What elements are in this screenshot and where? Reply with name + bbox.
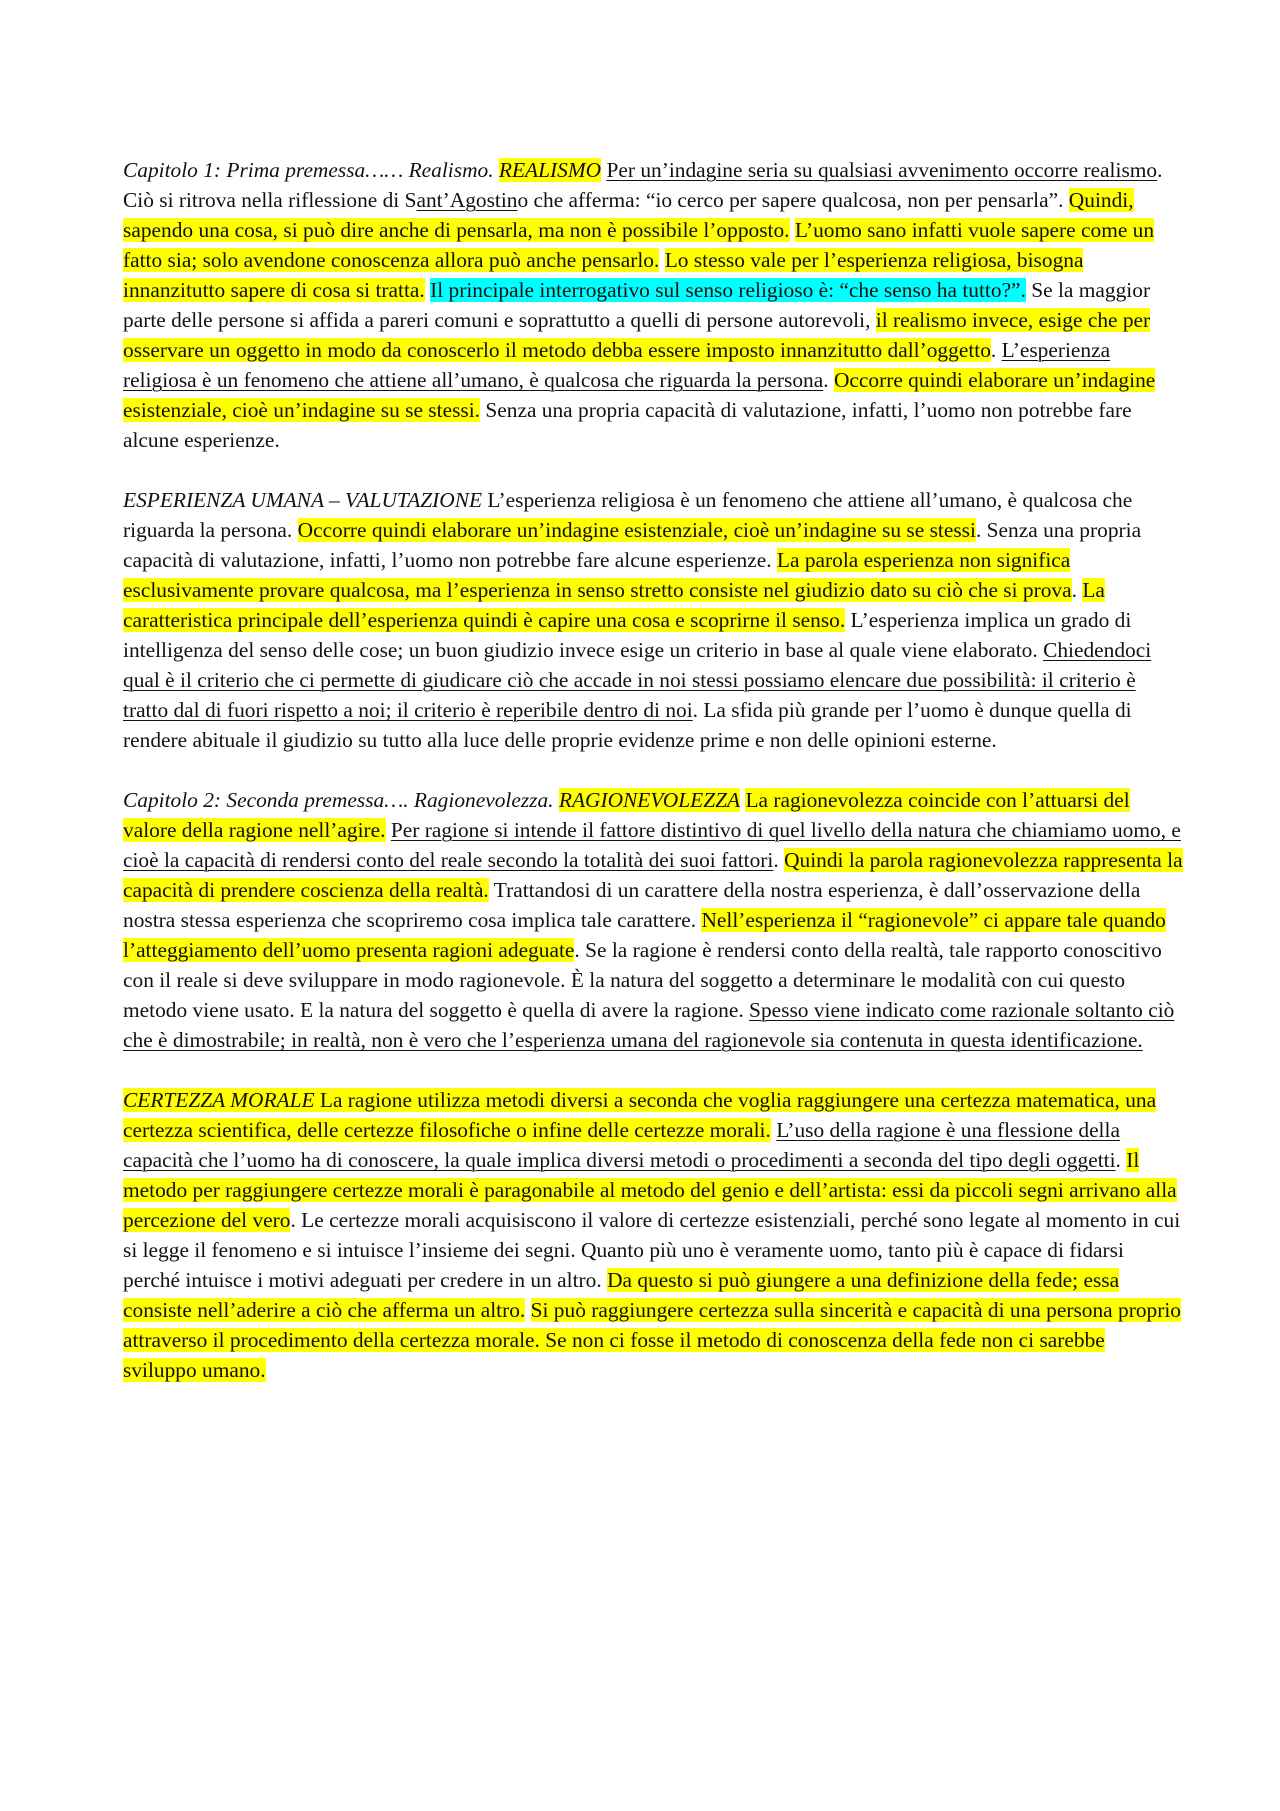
highlighted-text: Occorre quindi elaborare un’indagine esistenziale, cioè un’indagine su se stessi	[297, 518, 976, 542]
highlighted-text: Nell’esperienza il “ragionevole” ci appare tale quando l’atteggiamento dell’uomo presenta ragioni adeguate	[123, 908, 1166, 962]
underlined-text: Per un’indagine seria su qualsiasi avvenimento occorre realismo	[606, 158, 1158, 182]
paragraph-esperienza-umana	[123, 485, 1183, 755]
document-page	[123, 155, 1183, 1415]
text-segment	[659, 248, 664, 272]
underlined-text: Chiedendoci qual è il criterio che ci permette di giudicare ciò che accade in noi stessi possiamo elencare due possibilità: il criterio è tratto dal di fuori rispetto a noi; il criterio è reperibile dentro di noi	[123, 638, 1152, 722]
text-segment: .	[1071, 578, 1083, 602]
underlined-text: L’esperienza religiosa è un fenomeno che attiene all’umano, è qualcosa che riguarda la persona	[123, 338, 1111, 392]
text-segment: o che afferma: “io cerco per sapere qualcosa, non per pensarla”.	[517, 188, 1069, 212]
text-segment: .	[990, 338, 1002, 362]
highlighted-text: La caratteristica principale dell’esperienza quindi è capire una cosa e scoprirne il senso.	[123, 578, 1105, 632]
text-segment: Trattandosi di un carattere della nostra esperienza, è dall’osservazione della nostra stessa esperienza che scopriremo cosa implica tale carattere.	[123, 878, 1141, 932]
highlighted-text: Quindi, sapendo una cosa, si può dire anche di pensarla, ma non è possibile l’opposto.	[123, 188, 1134, 242]
text-segment: . Le certezze morali acquisiscono il valore di certezze esistenziali, perché sono legate al momento in cui si legge il fenomeno e si intuisce l’insieme dei segni. Quanto più uno è veramente uomo, tanto più è capace di fidarsi perché intuisce i motivi adeguati per credere in un altro.	[123, 1208, 1181, 1292]
heading-text: ESPERIENZA UMANA – VALUTAZIONE	[123, 488, 483, 512]
highlighted-text: REALISMO	[498, 158, 602, 182]
highlighted-text: La ragionevolezza coincide con l’attuarsi del valore della ragione nell’agire.	[123, 788, 1130, 842]
text-segment: L’esperienza religiosa è un fenomeno che attiene all’umano, è qualcosa che riguarda la persona.	[123, 488, 1133, 542]
highlighted-text: Lo stesso vale per l’esperienza religiosa, bisogna innanzitutto sapere di cosa si tratta.	[123, 248, 1084, 302]
paragraph-realismo	[123, 155, 1183, 455]
text-segment: . La sfida più grande per l’uomo è dunque quella di rendere abituale il giudizio su tutto alla luce delle proprie evidenze prime e non delle opinioni esterne.	[123, 698, 1132, 752]
highlighted-text: Quindi la parola ragionevolezza rappresenta la capacità di prendere coscienza della realtà.	[123, 848, 1183, 902]
underlined-text: L’uso della ragione è una flessione della capacità che l’uomo ha di conoscere, la quale implica diversi metodi o procedimenti a seconda del tipo degli oggetti	[123, 1118, 1120, 1172]
highlighted-text: Si può raggiungere certezza sulla sincerità e capacità di una persona proprio attraverso il procedimento della certezza morale. Se non ci fosse il metodo di conoscenza della fede non ci sarebbe sviluppo umano.	[123, 1298, 1181, 1382]
highlighted-text: La ragione utilizza metodi diversi a seconda che voglia raggiungere una certezza matematica, una certezza scientifica, delle certezze filosofiche o infine delle certezze morali.	[123, 1088, 1157, 1142]
highlighted-text: Da questo si può giungere a una definizione della fede; essa consiste nell’aderire a ciò che afferma un altro.	[123, 1268, 1120, 1322]
paragraph-ragionevolezza	[123, 785, 1183, 1055]
text-segment: . Ciò si ritrova nella riflessione di S	[123, 158, 1163, 212]
highlighted-text: L’uomo sano infatti vuole sapere come un fatto sia; solo avendone conoscenza allora può anche pensarlo.	[123, 218, 1155, 272]
text-segment: .	[773, 848, 785, 872]
heading-text: Capitolo 1: Prima premessa…… Realismo.	[123, 158, 499, 182]
text-segment: .	[1115, 1148, 1127, 1172]
text-segment: Se la maggior parte delle persone si affida a pareri comuni e soprattutto a quelli di persone autorevoli,	[123, 278, 1151, 332]
text-segment	[525, 1298, 530, 1322]
underlined-text: Spesso viene indicato come razionale soltanto ciò che è dimostrabile; in realtà, non è vero che l’esperienza umana del ragionevole sia contenuta in questa identificazione.	[123, 998, 1175, 1052]
highlighted-text: CERTEZZA MORALE	[123, 1088, 315, 1112]
highlighted-text-cyan: Il principale interrogativo sul senso religioso è: “che senso ha tutto?”.	[430, 278, 1026, 302]
text-segment: Senza una propria capacità di valutazione, infatti, l’uomo non potrebbe fare alcune esperienze.	[123, 398, 1132, 452]
highlighted-text: RAGIONEVOLEZZA	[558, 788, 741, 812]
paragraph-certezza-morale	[123, 1085, 1183, 1385]
heading-text: Capitolo 2: Seconda premessa…. Ragionevolezza.	[123, 788, 559, 812]
text-segment: .	[823, 368, 834, 392]
highlighted-text: Il metodo per raggiungere certezze morali è paragonabile al metodo del genio e dell’artista: essi da piccoli segni arrivano alla percezione del vero	[123, 1148, 1177, 1232]
text-segment: . Senza una propria capacità di valutazione, infatti, l’uomo non potrebbe fare alcune esperienze.	[123, 518, 1142, 572]
underlined-text: Per ragione si intende il fattore distintivo di quel livello della natura che chiamiamo uomo, e cioè la capacità di rendersi conto del reale secondo la totalità dei suoi fattori	[123, 818, 1181, 872]
text-segment: . Se la ragione è rendersi conto della realtà, tale rapporto conoscitivo con il reale si deve sviluppare in modo ragionevole. È la natura del soggetto a determinare le modalità con cui questo metodo viene usato. E la natura del soggetto è quella di avere la ragione.	[123, 938, 1162, 1022]
highlighted-text: Occorre quindi elaborare un’indagine esistenziale, cioè un’indagine su se stessi.	[123, 368, 1156, 422]
text-segment: L’esperienza implica un grado di intelligenza del senso delle cose; un buon giudizio invece esige un criterio in base al quale viene elaborato.	[123, 608, 1132, 662]
underlined-text: ant’Agostin	[416, 188, 518, 212]
highlighted-text: La parola esperienza non significa esclusivamente provare qualcosa, ma l’esperienza in senso stretto consiste nel giudizio dato su ciò che si prova	[123, 548, 1072, 602]
highlighted-text: il realismo invece, esige che per osservare un oggetto in modo da conoscerlo il metodo debba essere imposto innanzitutto dall’oggetto	[123, 308, 1151, 362]
